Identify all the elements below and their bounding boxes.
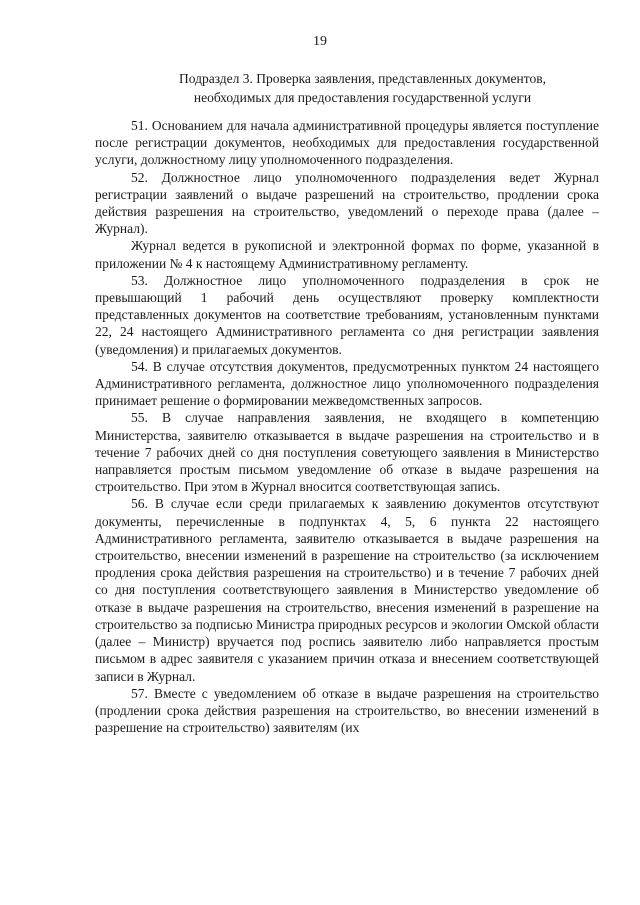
paragraph-53: 53. Должностное лицо уполномоченного подразделения в срок не превышающий 1 рабочий день осуществляют проверку комплектности представленных документов на соответствие требованиям, установленным пунктами 22, 24 настоящего Административного регламента со дня регистрации заявления (уведомления) и прилагаемых документов. [95, 272, 599, 357]
paragraph-journal: Журнал ведется в рукописной и электронной формах по форме, указанной в приложении № 4 к настоящему Административному регламенту. [95, 238, 599, 271]
page-number: 19 [313, 34, 327, 49]
paragraph-52: 52. Должностное лицо уполномоченного подразделения ведет Журнал регистрации заявлений о выдаче разрешений на строительство, продлении срока действия разрешения на строительство, уведомлений о переходе права (далее – Журнал). [95, 169, 599, 237]
paragraph-51: 51. Основанием для начала административной процедуры является поступление после регистрации документов, необходимых для предоставления государственной услуги, должностному лицу уполномоченного подразделения. [95, 118, 599, 168]
paragraph-55: 55. В случае направления заявления, не входящего в компетенцию Министерства, заявителю отказывается в выдаче разрешения на строительство и в течение 7 рабочих дней со дня поступления советующего заявления в Министерство направляется простым письмом уведомление об отказе в выдаче разрешения на строительство. При этом в Журнал вносится соответствующая запись. [95, 410, 599, 495]
body-text [95, 117, 599, 736]
section-heading-line-1: Подраздел 3. Проверка заявления, представленных документов, [179, 71, 546, 86]
section-heading [150, 69, 575, 107]
section-heading-line-2: необходимых для предоставления государственной услуги [193, 90, 532, 105]
paragraph-56: 56. В случае если среди прилагаемых к заявлению документов отсутствуют документы, перечисленные в подпунктах 4, 5, 6 пункта 22 настоящего Административного регламента, заявителю отказывается в выдаче разрешения на строительство, внесении изменений в разрешение на строительство (за исключением продления срока действия разрешения на строительство) и в течение 7 рабочих дней со дня поступления соответствующего заявления в Министерство уведомление об отказе в выдаче разрешения на строительство, внесения изменений в разрешение на строительство за подписью Министра природных ресурсов и экологии Омской области (далее – Министр) вручается под роспись заявителю либо направляется простым письмом в адрес заявителя с указанием причин отказа и внесением соответствующей записи в Журнал. [95, 496, 599, 684]
paragraph-54: 54. В случае отсутствия документов, предусмотренных пунктом 24 настоящего Административного регламента, должностное лицо уполномоченного подразделения принимает решение о формировании межведомственных запросов. [95, 358, 599, 409]
paragraph-57: 57. Вместе с уведомлением об отказе в выдаче разрешения на строительство (продлении срока действия разрешения на строительство, во внесении изменений в разрешение на строительство) заявителям (их [95, 685, 599, 736]
